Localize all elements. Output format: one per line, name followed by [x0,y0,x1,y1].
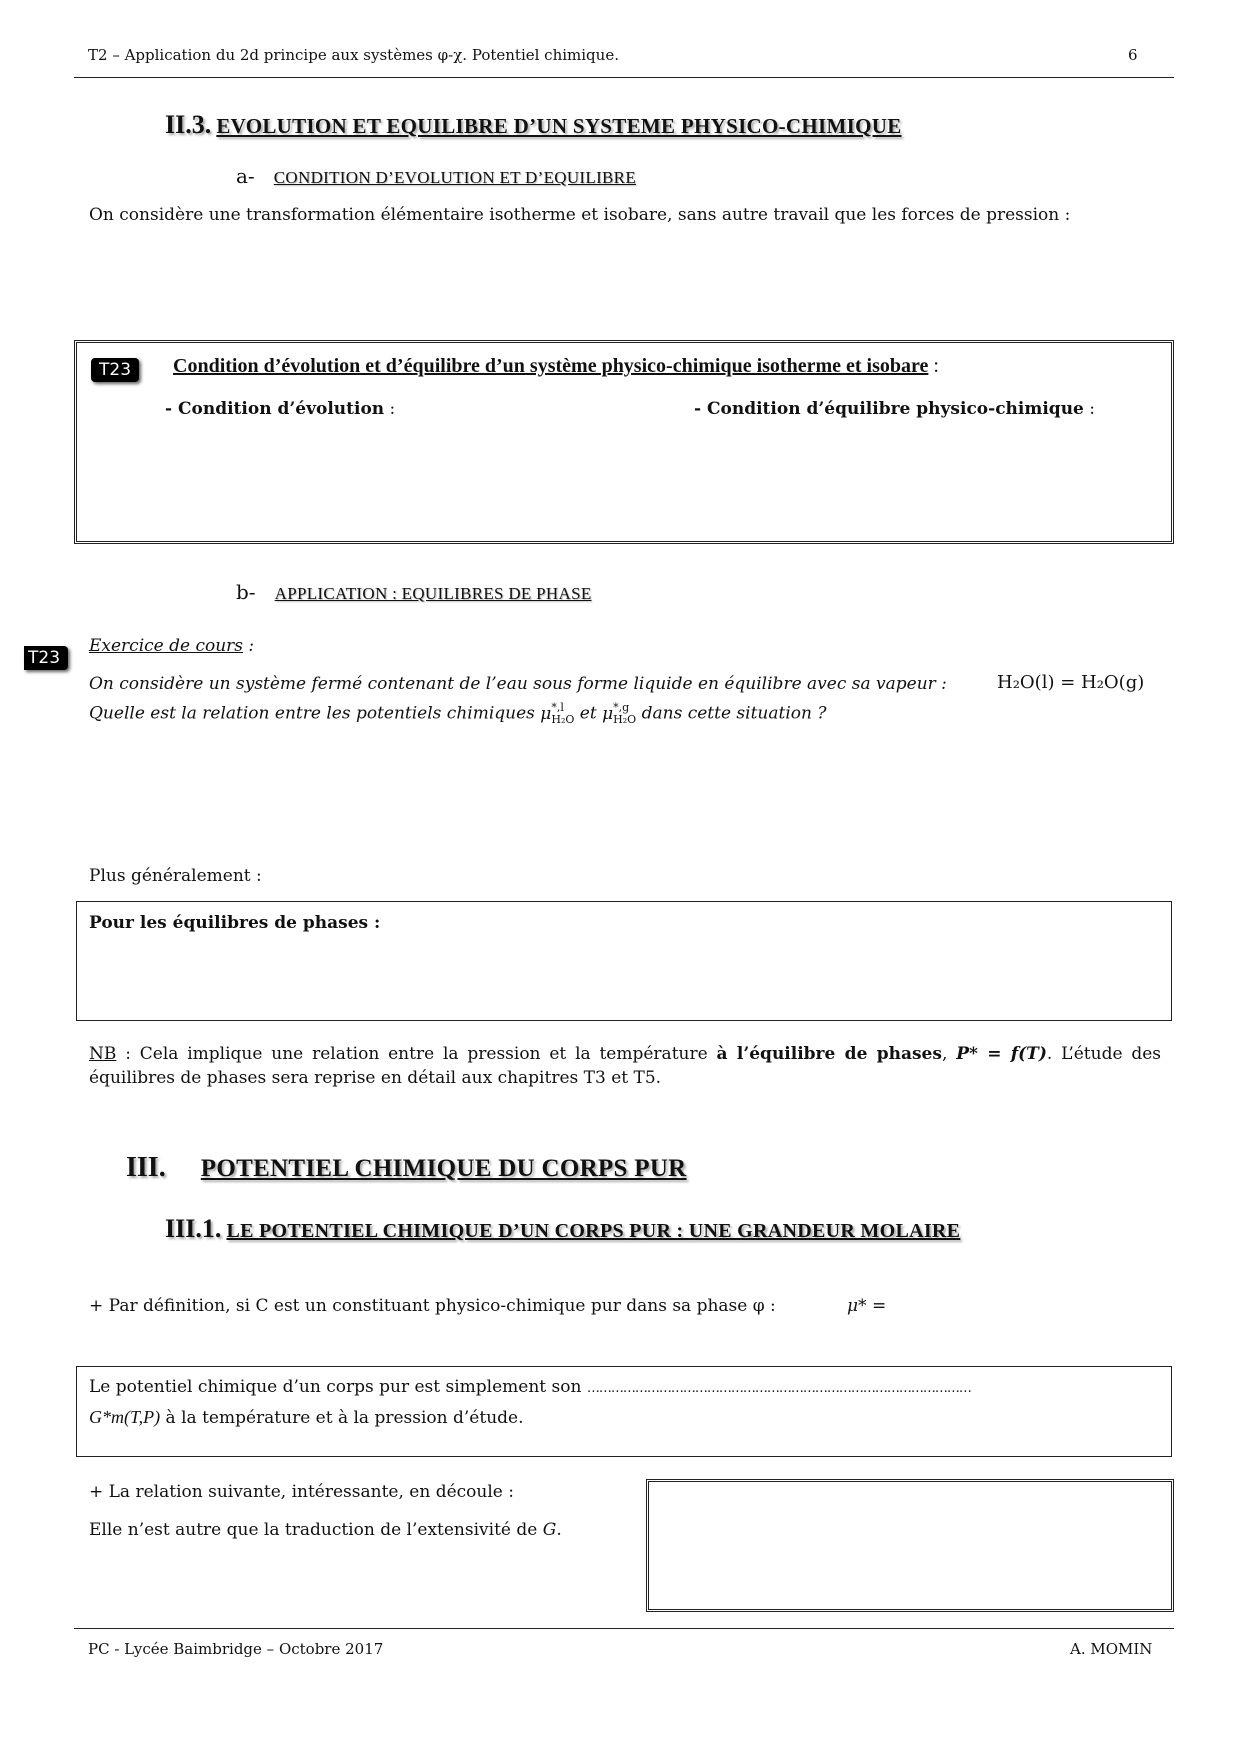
exercise-label [89,636,254,656]
molar-quantity-box [76,1366,1172,1457]
evolution-label: - Condition d’évolution [165,399,385,419]
mu-symbol: μ [602,703,614,724]
nb-text2: , [941,1044,957,1064]
subsection-marker: a- [236,164,255,188]
relation-line2 [89,1520,562,1540]
question-start: Quelle est la relation entre les potentiels chimiques [89,703,535,724]
header-title: T2 – Application du 2d principe aux systèmes φ-χ. Potentiel chimique. [88,46,619,64]
relation-line2-text: Elle n’est autre que la traduction de l’extensivité de [89,1520,543,1540]
equilibrium-condition [694,399,1095,419]
general-text: Plus généralement : [89,866,262,886]
section-number: II.3. [165,110,212,139]
exercise-line2 [89,702,826,726]
t23-badge: T23 [91,358,139,382]
t23-title-text: Condition d’évolution et d’équilibre d’un système physico-chimique isotherme et isobare [173,355,929,377]
footer-right: A. MOMIN [1070,1640,1153,1658]
subsection-title: APPLICATION : EQUILIBRES DE PHASE [274,584,592,603]
nb-paragraph [89,1042,1161,1090]
t23-condition-box [74,340,1174,544]
mu-gas-sub: H₂O [613,713,637,726]
header-rule [74,77,1174,78]
section-number: III. [126,1152,166,1183]
relation-line1: + La relation suivante, intéressante, en découle : [89,1482,514,1502]
phase-box-title: Pour les équilibres de phases : [89,913,381,933]
section-II3-heading [165,110,902,140]
molar-line2-text: à la température et à la pression d’étude. [160,1408,524,1428]
mu-symbol: μ [540,703,552,724]
subsection-b-heading [236,580,592,604]
section-title: EVOLUTION ET EQUILIBRE D’UN SYSTEME PHYSICO-CHIMIQUE [216,114,902,138]
equilibrium-label: - Condition d’équilibre physico-chimique [694,399,1084,419]
footer-rule [74,1628,1174,1629]
intro-paragraph: On considère une transformation élémentaire isotherme et isobare, sans autre travail que les forces de pression : [89,205,1071,225]
section-III1-heading [165,1214,960,1244]
phase-equation: H₂O(l) = H₂O(g) [997,672,1145,693]
relation-answer-box [646,1479,1174,1612]
molar-dots: …………………………………………………………………………………… [586,1381,971,1396]
section-number: III.1. [165,1214,222,1243]
mu-star-formula: μ* = [847,1296,887,1316]
subsection-marker: b- [236,580,256,604]
nb-text1: : Cela implique une relation entre la pression et la température [116,1044,717,1064]
section-title: POTENTIEL CHIMIQUE DU CORPS PUR [200,1155,687,1182]
mu-gas [602,701,637,726]
nb-text3: . L’étude des équilibres de phases sera reprise en détail aux chapitres T3 et T5. [89,1044,1162,1088]
mu-liquid [540,701,575,726]
question-end: dans cette situation ? [641,703,827,724]
page-number: 6 [1128,46,1138,64]
phase-equilibria-box [76,901,1172,1021]
t23-box-title [173,355,939,378]
relation-g: G [542,1520,557,1540]
section-title: LE POTENTIEL CHIMIQUE D’UN CORPS PUR : UNE GRANDEUR MOLAIRE [226,1220,961,1242]
section-III-heading [126,1152,687,1184]
nb-bold: à l’équilibre de phases [716,1044,942,1064]
exercise-label-suffix: : [243,636,255,656]
molar-box-line2 [89,1407,524,1428]
nb-formula: P* = f(T) [956,1044,1047,1064]
mu-gas-sup: *,g [613,701,630,714]
footer-left: PC - Lycée Baimbridge – Octobre 2017 [88,1640,384,1658]
evolution-condition [165,399,395,419]
relation-period: . [556,1520,562,1540]
evolution-suffix: : [384,399,396,419]
molar-box-line1 [89,1377,971,1397]
mu-liquid-sup: *,l [551,701,564,714]
exercise-t23-badge: T23 [24,646,68,670]
mu-liquid-sub: H₂O [551,713,575,726]
subsection-a-heading [236,164,636,188]
nb-label: NB [89,1044,117,1064]
definition-line: + Par définition, si C est un constituant physico-chimique pur dans sa phase φ : [89,1296,776,1316]
equilibrium-suffix: : [1083,399,1096,419]
exercise-line1: On considère un système fermé contenant de l’eau sous forme liquide en équilibre avec sa vapeur : [89,674,947,694]
molar-gibbs-symbol: G*m(T,P) [89,1407,161,1427]
molar-line1-text: Le potentiel chimique d’un corps pur est simplement son [89,1377,582,1397]
t23-title-suffix: : [928,355,939,377]
exercise-label-text: Exercice de cours [89,636,244,656]
and-word: et [579,703,597,724]
subsection-title: CONDITION D’EVOLUTION ET D’EQUILIBRE [273,168,637,187]
